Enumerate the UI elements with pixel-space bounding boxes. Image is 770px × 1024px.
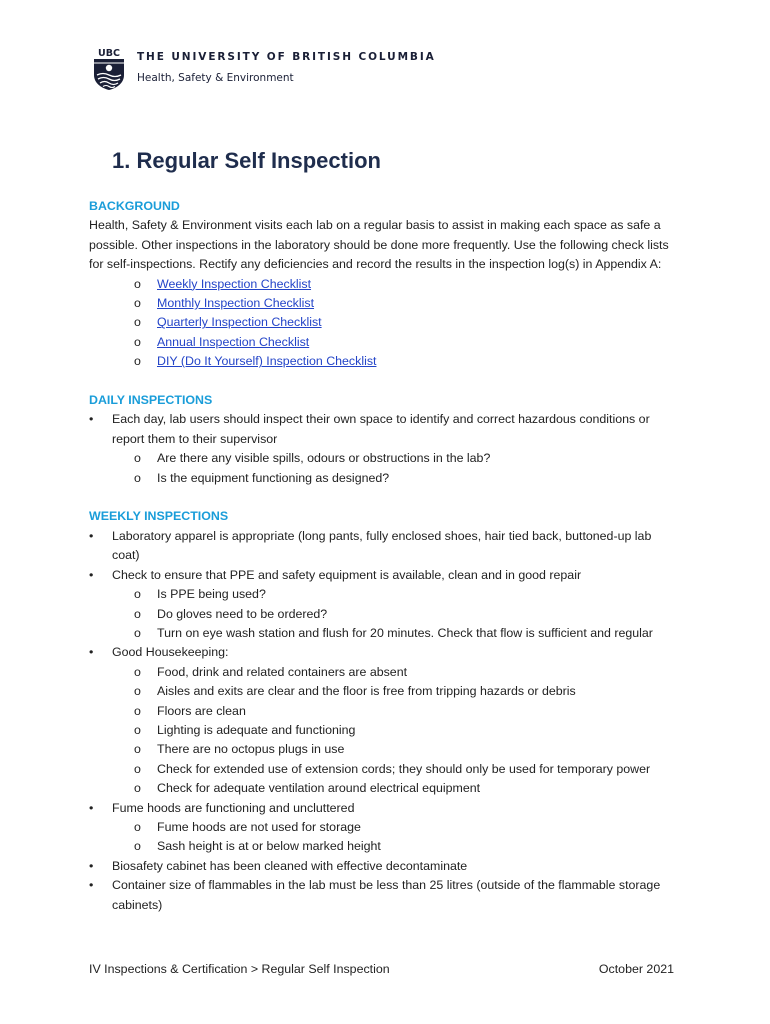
monthly-checklist-link[interactable]: Monthly Inspection Checklist xyxy=(157,296,315,311)
diy-checklist-link[interactable]: DIY (Do It Yourself) Inspection Checklist xyxy=(157,354,377,369)
page-footer xyxy=(89,962,674,976)
sub-list-item: o Is the equipment functioning as designed? xyxy=(89,469,679,488)
weekly-list xyxy=(89,527,679,915)
checklist-link-item xyxy=(89,352,679,371)
list-item: • Check to ensure that PPE and safety equipment is available, clean and in good repair xyxy=(89,566,679,585)
sub-list-item: o Lighting is adequate and functioning xyxy=(89,721,679,740)
sub-list-item: o Check for adequate ventilation around electrical equipment xyxy=(89,779,679,798)
annual-checklist-link[interactable]: Annual Inspection Checklist xyxy=(157,334,310,349)
background-text: Health, Safety & Environment visits each lab on a regular basis to assist in making each space as safe a possible. Other inspections in the laboratory should be done more frequently. Use the following check lists for self-inspections. Rectify any deficiencies and record the results in the inspection log(s) in Appendix A: xyxy=(89,218,669,272)
university-name: THE UNIVERSITY OF BRITISH COLUMBIA xyxy=(137,51,436,63)
footer-breadcrumb: IV Inspections & Certification > Regular Self Inspection xyxy=(89,962,390,976)
ubc-crest-logo xyxy=(93,47,125,91)
sub-list-item: o Fume hoods are not used for storage xyxy=(89,818,679,837)
daily-inspections-heading: DAILY INSPECTIONS xyxy=(89,393,213,408)
sub-list-item: o Are there any visible spills, odours or obstructions in the lab? xyxy=(89,449,679,468)
weekly-inspections-heading: WEEKLY INSPECTIONS xyxy=(89,509,229,524)
list-item: • Fume hoods are functioning and uncluttered xyxy=(89,799,679,818)
list-item: • Good Housekeeping: xyxy=(89,643,679,662)
sub-list-item: o There are no octopus plugs in use xyxy=(89,740,679,759)
checklist-links xyxy=(89,275,679,372)
sub-list-item: o Turn on eye wash station and flush for 20 minutes. Check that flow is sufficient and regular xyxy=(89,624,679,643)
page-title: 1. Regular Self Inspection xyxy=(112,148,381,173)
list-item: • Biosafety cabinet has been cleaned with effective decontaminate xyxy=(89,857,679,876)
sub-list-item: o Check for extended use of extension cords; they should only be used for temporary power xyxy=(89,760,679,779)
checklist-link-item xyxy=(89,333,679,352)
sub-list-item: o Aisles and exits are clear and the floor is free from tripping hazards or debris xyxy=(89,682,679,701)
list-item: • Each day, lab users should inspect their own space to identify and correct hazardous conditions or report them to their supervisor xyxy=(89,410,679,449)
list-item: • Laboratory apparel is appropriate (long pants, fully enclosed shoes, hair tied back, buttoned-up lab coat) xyxy=(89,527,679,566)
sub-list-item: o Floors are clean xyxy=(89,702,679,721)
footer-date: October 2021 xyxy=(598,962,674,976)
weekly-checklist-link[interactable]: Weekly Inspection Checklist xyxy=(157,276,312,291)
background-heading: BACKGROUND xyxy=(89,199,180,213)
sub-list-item: o Sash height is at or below marked height xyxy=(89,837,679,856)
sub-list-item: o Food, drink and related containers are absent xyxy=(89,663,679,682)
daily-list xyxy=(89,410,679,488)
department-name: Health, Safety & Environment xyxy=(137,72,294,84)
list-item: • Container size of flammables in the lab must be less than 25 litres (outside of the flammable storage cabinets) xyxy=(89,876,679,915)
checklist-link-item xyxy=(89,294,679,313)
document-body xyxy=(89,197,679,915)
checklist-link-item xyxy=(89,313,679,332)
quarterly-checklist-link[interactable]: Quarterly Inspection Checklist xyxy=(157,315,322,330)
sub-list-item: o Is PPE being used? xyxy=(89,585,679,604)
sub-list-item: o Do gloves need to be ordered? xyxy=(89,605,679,624)
checklist-link-item xyxy=(89,275,679,294)
ubc-logo-text: UBC xyxy=(98,48,120,59)
